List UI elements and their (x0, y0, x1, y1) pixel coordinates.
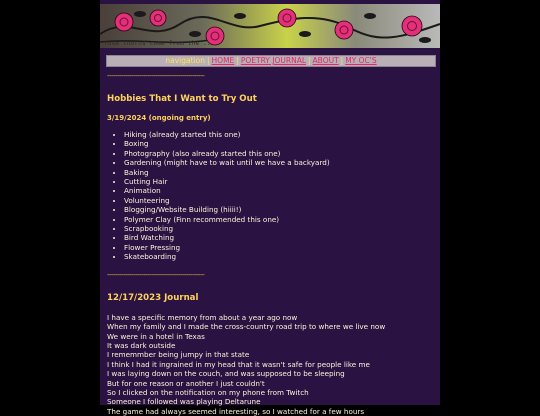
nav-link-my-ocs[interactable]: MY OC'S (345, 56, 377, 65)
banner-caption: rose thorns come from the .. (104, 40, 211, 47)
list-item: • Volunteering (124, 196, 433, 205)
journal-title: 12/17/2023 Journal (107, 292, 199, 303)
header-banner (100, 4, 440, 48)
list-item: • Gardening (might have to wait until we have a backyard) (124, 158, 433, 167)
list-item: • Baking (124, 168, 433, 177)
list-item: • Flower Pressing (124, 243, 433, 252)
journal-line: It was dark outside (107, 340, 176, 350)
hobbies-date: 3/19/2024 (ongoing entry) (107, 114, 211, 122)
navigation-bar (106, 55, 436, 67)
main-content (107, 72, 433, 416)
journal-line: I was laying down on the couch, and was supposed to be sleeping (107, 369, 345, 379)
hobbies-title: Hobbies That I Want to Try Out (107, 94, 257, 104)
list-item: • Blogging/Website Building (hiiii!) (124, 205, 433, 214)
nav-link-home[interactable]: HOME (211, 56, 235, 65)
journal-line: But for one reason or another I just couldn't (107, 378, 265, 388)
list-item: • Skateboarding (124, 252, 433, 261)
nav-link-poetry-journal[interactable]: POETRY JOURNAL (240, 56, 307, 65)
list-item: • Cutting Hair (124, 177, 433, 186)
nav-separator: | (340, 56, 344, 65)
hobbies-list (107, 130, 433, 262)
list-item: • Polymer Clay (Finn recommended this one) (124, 215, 433, 224)
list-item: • Scrapbooking (124, 224, 433, 233)
journal-line: I have a specific memory from about a year ago now (107, 312, 298, 322)
journal-line: So I clicked on the notification on my phone from Twitch (107, 387, 309, 397)
nav-label: navigation (165, 56, 205, 65)
nav-separator: | (207, 56, 210, 65)
list-item: • Boxing (124, 139, 433, 148)
divider-rule: ------------------------------------------------ (107, 270, 205, 279)
journal-line: When my family and I made the cross-country road trip to where we live now (107, 322, 386, 332)
journal-line: The game had always seemed interesting, so I watched for a few hours (107, 406, 365, 416)
journal-body (107, 313, 433, 416)
nav-separator: | (308, 56, 311, 65)
list-item: • Photography (also already started this one) (124, 149, 433, 158)
journal-line: I rememmber being jumpy in that state (107, 350, 250, 360)
journal-line: We were in a hotel in Texas (107, 331, 205, 341)
divider-rule: ------------------------------------------------ (107, 72, 205, 80)
list-item: • Animation (124, 186, 433, 195)
journal-line: Someone I followed was playing Deltarune (107, 397, 261, 407)
nav-separator: | (236, 56, 239, 65)
list-item: • Bird Watching (124, 233, 433, 242)
journal-line: I think I had it ingrained in my head that it wasn't safe for people like me (107, 359, 370, 369)
nav-link-about[interactable]: ABOUT (312, 56, 339, 65)
page (100, 0, 440, 416)
list-item: • Hiking (already started this one) (124, 130, 433, 139)
